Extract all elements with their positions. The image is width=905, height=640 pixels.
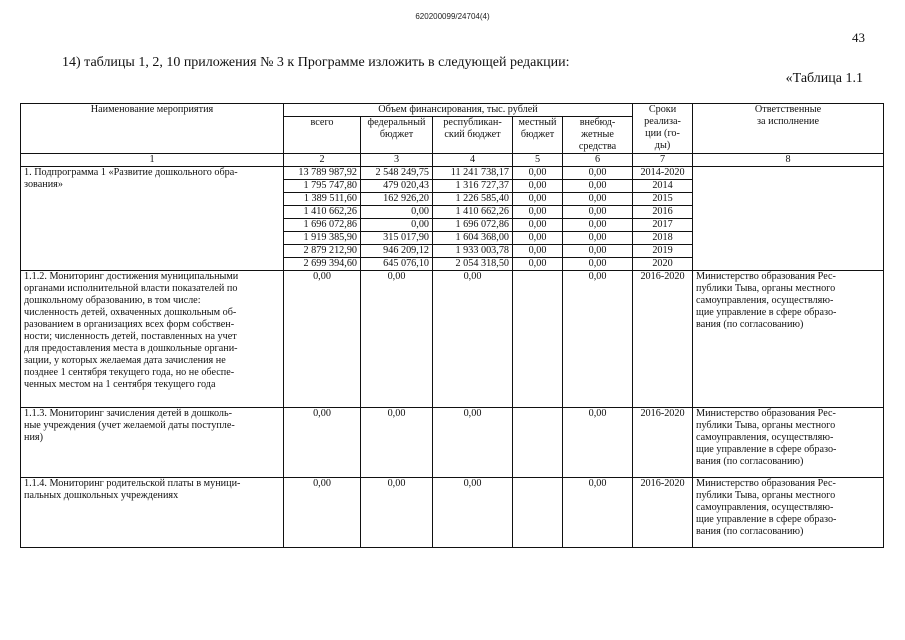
cell-federal: 0,00 [361,206,433,219]
col-header-name: Наименование мероприятия [21,104,284,154]
cell-responsible: Министерство образования Рес- публики Тыва, органы местного самоуправления, осуществляю- щие управление в сфере образо- вания (по согласованию) [693,271,884,408]
column-number: 3 [361,154,433,167]
cell-local: 0,00 [513,219,563,232]
cell-republic: 0,00 [433,271,513,408]
cell-local: 0,00 [513,167,563,180]
cell-local [513,478,563,548]
cell-republic: 2 054 318,50 [433,258,513,271]
cell-extra: 0,00 [563,232,633,245]
cell-responsible: Министерство образования Рес- публики Тыва, органы местного самоуправления, осуществляю- щие управление в сфере образо- вания (по согласованию) [693,478,884,548]
cell-local [513,408,563,478]
cell-republic: 1 410 662,26 [433,206,513,219]
cell-total: 0,00 [284,478,361,548]
cell-extra: 0,00 [563,206,633,219]
column-number: 6 [563,154,633,167]
cell-republic: 0,00 [433,408,513,478]
cell-local: 0,00 [513,245,563,258]
cell-total: 1 795 747,80 [284,180,361,193]
activity-113-name: 1.1.3. Мониторинг зачисления детей в дошколь- ные учреждения (учет желаемой даты поступле- ния) [21,408,284,478]
col-header-total: всего [284,117,361,154]
cell-years: 2019 [633,245,693,258]
cell-years: 2014 [633,180,693,193]
cell-extra: 0,00 [563,258,633,271]
cell-years: 2014-2020 [633,167,693,180]
table-row [21,167,884,180]
cell-republic: 1 604 368,00 [433,232,513,245]
col-header-terms: Сроки реализа- ции (го- ды) [633,104,693,154]
cell-total: 0,00 [284,271,361,408]
cell-total: 2 879 212,90 [284,245,361,258]
cell-extra: 0,00 [563,180,633,193]
col-header-local: местный бюджет [513,117,563,154]
cell-total: 1 919 385,90 [284,232,361,245]
cell-responsible: Министерство образования Рес- публики Тыва, органы местного самоуправления, осуществляю- щие управление в сфере образо- вания (по согласованию) [693,408,884,478]
cell-federal: 0,00 [361,219,433,232]
cell-total: 13 789 987,92 [284,167,361,180]
cell-local: 0,00 [513,193,563,206]
cell-extra: 0,00 [563,193,633,206]
cell-extra: 0,00 [563,478,633,548]
cell-total: 1 410 662,26 [284,206,361,219]
cell-responsible-empty [693,167,884,271]
page-number: 43 [852,30,865,45]
table-row-activity-114 [21,478,884,548]
cell-years: 2016 [633,206,693,219]
cell-extra: 0,00 [563,245,633,258]
col-header-responsible: Ответственные за исполнение [693,104,884,154]
intro-paragraph: 14) таблицы 1, 2, 10 приложения № 3 к Программе изложить в следующей редакции: [62,55,570,70]
cell-years: 2016-2020 [633,408,693,478]
col-header-republic: республикан- ский бюджет [433,117,513,154]
table-title: «Таблица 1.1 [785,71,863,86]
cell-local: 0,00 [513,180,563,193]
col-header-federal: федеральный бюджет [361,117,433,154]
col-header-extra: внебюд- жетные средства [563,117,633,154]
cell-years: 2015 [633,193,693,206]
cell-local: 0,00 [513,232,563,245]
col-header-financing: Объем финансирования, тыс. рублей [284,104,633,117]
document-id: 620200099/24704(4) [415,12,490,21]
column-number: 4 [433,154,513,167]
cell-federal: 479 020,43 [361,180,433,193]
cell-republic: 1 933 003,78 [433,245,513,258]
cell-federal: 0,00 [361,478,433,548]
cell-extra: 0,00 [563,271,633,408]
cell-total: 1 389 511,60 [284,193,361,206]
cell-extra: 0,00 [563,219,633,232]
cell-years: 2018 [633,232,693,245]
column-number: 8 [693,154,884,167]
cell-total: 2 699 394,60 [284,258,361,271]
column-number: 2 [284,154,361,167]
cell-years: 2016-2020 [633,271,693,408]
cell-federal: 946 209,12 [361,245,433,258]
subprogram-name: 1. Подпрограмма 1 «Развитие дошкольного обра- зования» [21,167,284,271]
financing-table [20,103,884,548]
cell-federal: 0,00 [361,408,433,478]
activity-114-name: 1.1.4. Мониторинг родительской платы в муници- пальных дошкольных учреждениях [21,478,284,548]
cell-republic: 11 241 738,17 [433,167,513,180]
cell-federal: 162 926,20 [361,193,433,206]
cell-republic: 1 316 727,37 [433,180,513,193]
cell-federal: 2 548 249,75 [361,167,433,180]
activity-112-name: 1.1.2. Мониторинг достижения муниципальными органами исполнительной власти показателей по дошкольному образованию, в том числе: численность детей, охваченных дошкольным об- разованием в организациях всех форм собствен- ности; численность детей, поставленных на учет для предоставления места в дошкольные органи- зации, у которых желаемая дата зачисления не позднее 1 сентября текущего года, но не обеспе- ченных местом на 1 сентября текущего года [21,271,284,408]
cell-extra: 0,00 [563,408,633,478]
header-row-1 [21,104,884,117]
cell-years: 2017 [633,219,693,232]
column-number: 5 [513,154,563,167]
cell-total: 1 696 072,86 [284,219,361,232]
cell-local [513,271,563,408]
cell-republic: 0,00 [433,478,513,548]
table-row-activity-113 [21,408,884,478]
cell-republic: 1 696 072,86 [433,219,513,232]
cell-republic: 1 226 585,40 [433,193,513,206]
cell-federal: 645 076,10 [361,258,433,271]
cell-years: 2016-2020 [633,478,693,548]
cell-years: 2020 [633,258,693,271]
cell-local: 0,00 [513,258,563,271]
table-row-activity-112 [21,271,884,408]
cell-local: 0,00 [513,206,563,219]
column-number-row [21,154,884,167]
cell-federal: 0,00 [361,271,433,408]
cell-federal: 315 017,90 [361,232,433,245]
cell-extra: 0,00 [563,167,633,180]
column-number: 7 [633,154,693,167]
column-number: 1 [21,154,284,167]
cell-total: 0,00 [284,408,361,478]
